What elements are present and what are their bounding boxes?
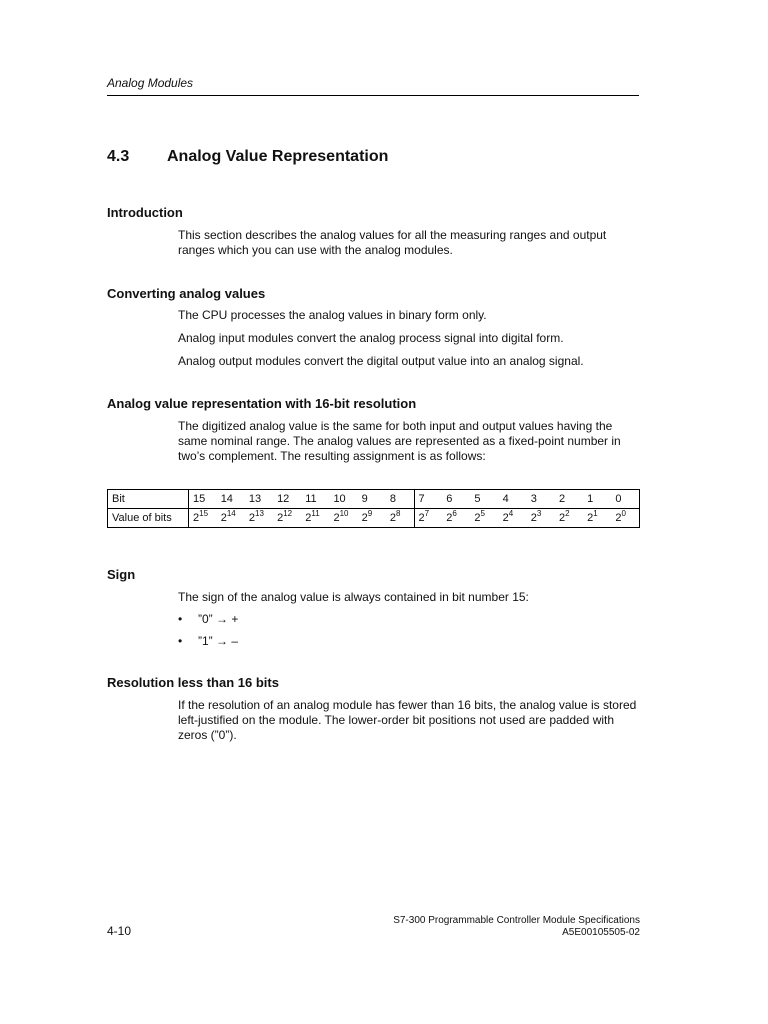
power-cell: $2^{10}$ <box>329 509 357 528</box>
bit-number-row <box>108 490 640 509</box>
representation-heading: Analog value representation with 16-bit resolution <box>107 396 417 411</box>
bullet-text: ”0” → + <box>198 612 239 626</box>
power-cell: $2^{12}$ <box>273 509 301 528</box>
introduction-heading: Introduction <box>107 205 183 220</box>
bit-table <box>107 489 640 528</box>
section-title: Analog Value Representation <box>167 148 389 165</box>
representation-paragraph: The digitized analog value is the same for both input and output values having the same nominal range. The analog values are represented as a fixed-point number in two’s complement. The resulting assignment is as follows: <box>178 419 621 463</box>
bit-cell: 13 <box>245 490 273 509</box>
power-cell: $2^{15}$ <box>189 509 217 528</box>
bit-cell: 3 <box>527 490 555 509</box>
bit-cell: 4 <box>499 490 527 509</box>
footer-doc-title: S7-300 Programmable Controller Module Specifications <box>393 915 640 926</box>
bit-value-row <box>108 509 640 528</box>
power-cell: $2^9$ <box>358 509 386 528</box>
power-cell: $2^{13}$ <box>245 509 273 528</box>
bit-cell: 2 <box>555 490 583 509</box>
sign-text: The sign of the analog value is always contained in bit number 15: <box>178 590 529 604</box>
bullet-dot: • <box>178 612 183 626</box>
sign-heading: Sign <box>107 567 136 582</box>
section-number: 4.3 <box>107 148 130 165</box>
footer-doc-info <box>393 915 640 939</box>
bit-cell: 5 <box>470 490 498 509</box>
bit-cell: 14 <box>217 490 245 509</box>
sign-bullet-2 <box>178 634 238 649</box>
bit-cell: 1 <box>583 490 611 509</box>
bit-cell: 9 <box>358 490 386 509</box>
bit-cell: 15 <box>189 490 217 509</box>
footer-doc-number: A5E00105505-02 <box>562 927 640 938</box>
converting-line-2: Analog input modules convert the analog process signal into digital form. <box>178 331 564 345</box>
page-number: 4-10 <box>107 924 132 938</box>
header-rule <box>107 95 639 96</box>
power-cell: $2^8$ <box>386 509 414 528</box>
bullet-text: ”1” → – <box>198 634 239 648</box>
bit-cell: 6 <box>442 490 470 509</box>
representation-text <box>178 419 640 464</box>
bit-cell: 11 <box>301 490 329 509</box>
bit-cell: 0 <box>611 490 639 509</box>
power-cell: $2^5$ <box>470 509 498 528</box>
resolution-text <box>178 698 640 743</box>
introduction-paragraph: This section describes the analog values for all the measuring ranges and output ranges which you can use with the analog modules. <box>178 228 607 257</box>
power-cell: $2^2$ <box>555 509 583 528</box>
resolution-heading: Resolution less than 16 bits <box>107 675 279 690</box>
running-header: Analog Modules <box>107 76 194 90</box>
bit-cell: 7 <box>414 490 442 509</box>
power-cell: $2^4$ <box>499 509 527 528</box>
bit-cell: 8 <box>386 490 414 509</box>
power-cell: $2^7$ <box>414 509 442 528</box>
bit-cell: 12 <box>273 490 301 509</box>
bit-cell: 10 <box>329 490 357 509</box>
resolution-paragraph: If the resolution of an analog module has fewer than 16 bits, the analog value is stored left-justified on the module. The lower-order bit positions not used are padded with zeros (”0”). <box>178 698 637 742</box>
power-cell: $2^6$ <box>442 509 470 528</box>
power-cell: $2^{11}$ <box>301 509 329 528</box>
converting-line-3: Analog output modules convert the digital output value into an analog signal. <box>178 354 584 368</box>
power-cell: $2^0$ <box>611 509 639 528</box>
power-cell: $2^1$ <box>583 509 611 528</box>
bit-row-label: Bit <box>108 490 189 509</box>
sign-bullet-1 <box>178 612 238 627</box>
converting-line-1: The CPU processes the analog values in binary form only. <box>178 308 487 322</box>
converting-heading: Converting analog values <box>107 286 266 301</box>
value-row-label: Value of bits <box>108 509 189 528</box>
power-cell: $2^{14}$ <box>217 509 245 528</box>
power-cell: $2^3$ <box>527 509 555 528</box>
introduction-text <box>178 228 640 258</box>
bullet-dot: • <box>178 634 183 648</box>
